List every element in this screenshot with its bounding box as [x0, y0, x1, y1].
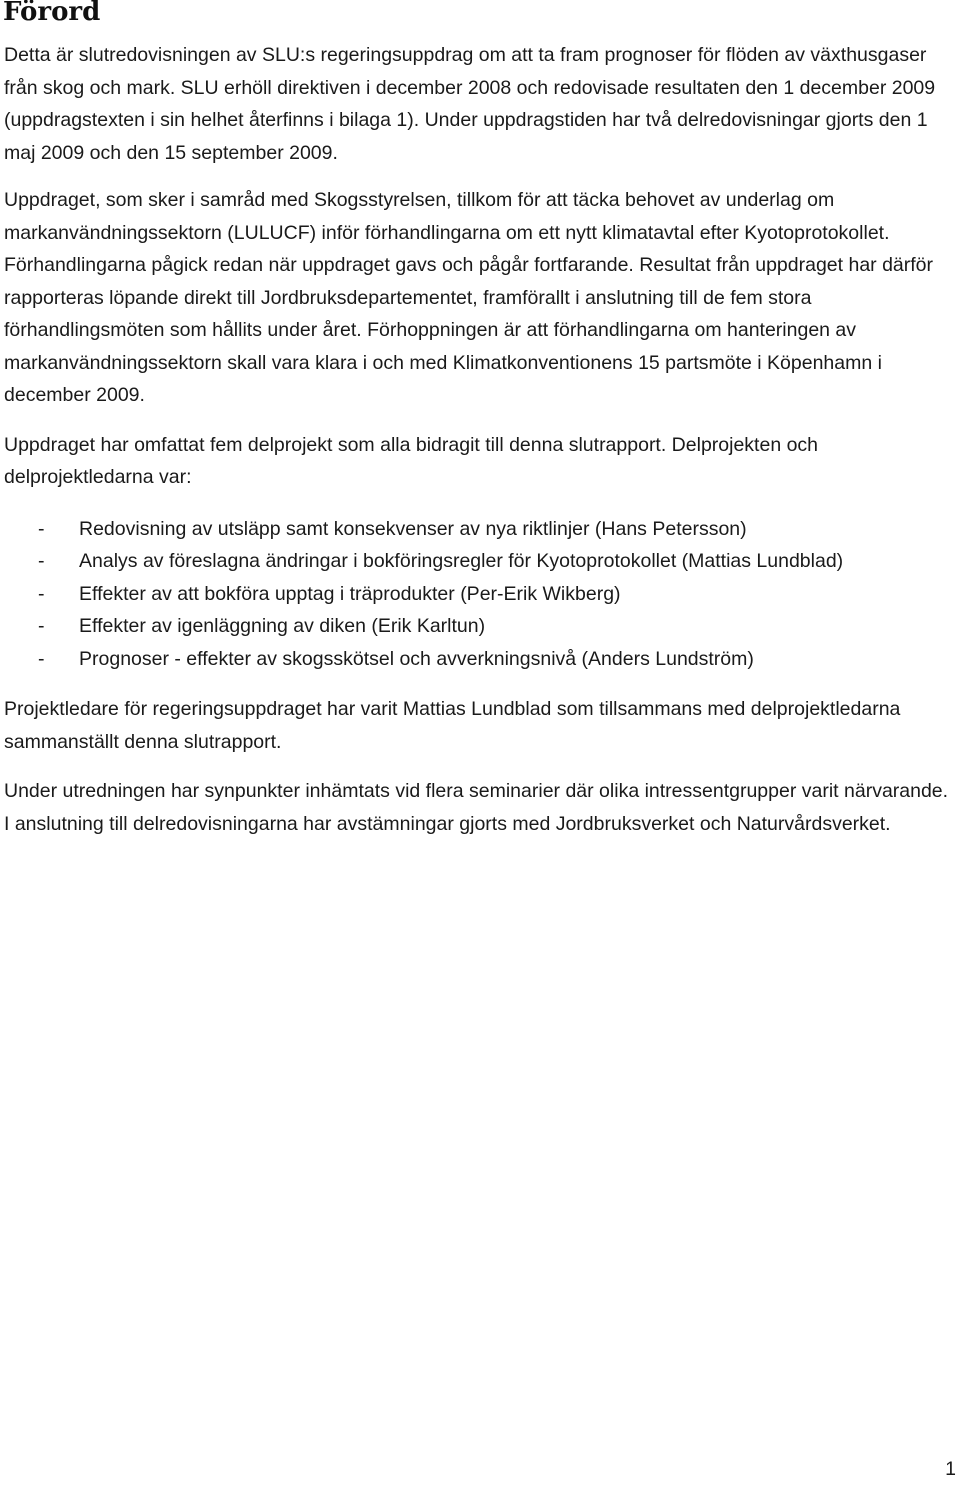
- list-item: [4, 643, 949, 676]
- page-number: 1: [945, 1458, 956, 1480]
- document-body: [4, 39, 949, 857]
- list-dash: -: [38, 582, 45, 605]
- list-item: [4, 610, 949, 643]
- paragraph-consultation: Under utredningen har synpunkter inhämtats vid flera seminarier där olika intressentgrupper varit närvarande. I anslutning till delredovisningarna har avstämningar gjorts med Jordbruksverket och Naturvårdsverket.: [4, 780, 949, 835]
- list-item: [4, 578, 949, 611]
- list-item-text: Redovisning av utsläpp samt konsekvenser av nya riktlinjer (Hans Petersson): [79, 517, 747, 540]
- list-dash: -: [38, 517, 45, 540]
- paragraph-subprojects-intro: Uppdraget har omfattat fem delprojekt som alla bidragit till denna slutrapport. Delprojekten och delprojektledarna var:: [4, 433, 819, 488]
- paragraph-project-lead: Projektledare för regeringsuppdraget har varit Mattias Lundblad som tillsammans med delprojektledarna sammanställt denna slutrapport.: [4, 698, 901, 753]
- list-item-text: Effekter av igenläggning av diken (Erik Karltun): [79, 615, 486, 637]
- list-item: [4, 513, 949, 546]
- page-title: Förord: [3, 0, 101, 27]
- list-dash: -: [38, 550, 45, 572]
- list-item-text: Effekter av att bokföra upptag i träprodukter (Per-Erik Wikberg): [79, 582, 621, 605]
- paragraph-intro: Detta är slutredovisningen av SLU:s regeringsuppdrag om att ta fram prognoser för flöden av växthusgaser från skog och mark. SLU erhöll direktiven i december 2008 och redovisade resultaten den 1 december 2009 (uppdragstexten i sin helhet återfinns i bilaga 1). Under uppdragstiden har två delredovisningar gjorts den 1 maj 2009 och den 15 september 2009.: [4, 44, 936, 164]
- list-item-text: Prognoser - effekter av skogsskötsel och avverkningsnivå (Anders Lundström): [79, 647, 754, 670]
- list-item: [4, 545, 949, 578]
- list-dash: -: [38, 615, 45, 637]
- list-item-text: Analys av föreslagna ändringar i bokföringsregler för Kyotoprotokollet (Mattias Lundblad): [79, 550, 844, 572]
- subprojects-list: [4, 513, 949, 676]
- paragraph-mission: Uppdraget, som sker i samråd med Skogsstyrelsen, tillkom för att täcka behovet av underlag om markanvändningssektorn (LULUCF) inför förhandlingarna om ett nytt klimatavtal efter Kyotoprotokollet. Förhandlingarna pågick redan när uppdraget gavs och pågår fortfarande. Resultat från uppdraget har därför rapporteras löpande direkt till Jordbruksdepartementet, framförallt i anslutning till de fem stora förhandlingsmöten som hållits under året. Förhoppningen är att förhandlingarna om hanteringen av markanvändningssektorn skall vara klara i och med Klimatkonventionens 15 partsmöte i Köpenhamn i december 2009.: [4, 189, 934, 406]
- list-dash: -: [38, 647, 45, 670]
